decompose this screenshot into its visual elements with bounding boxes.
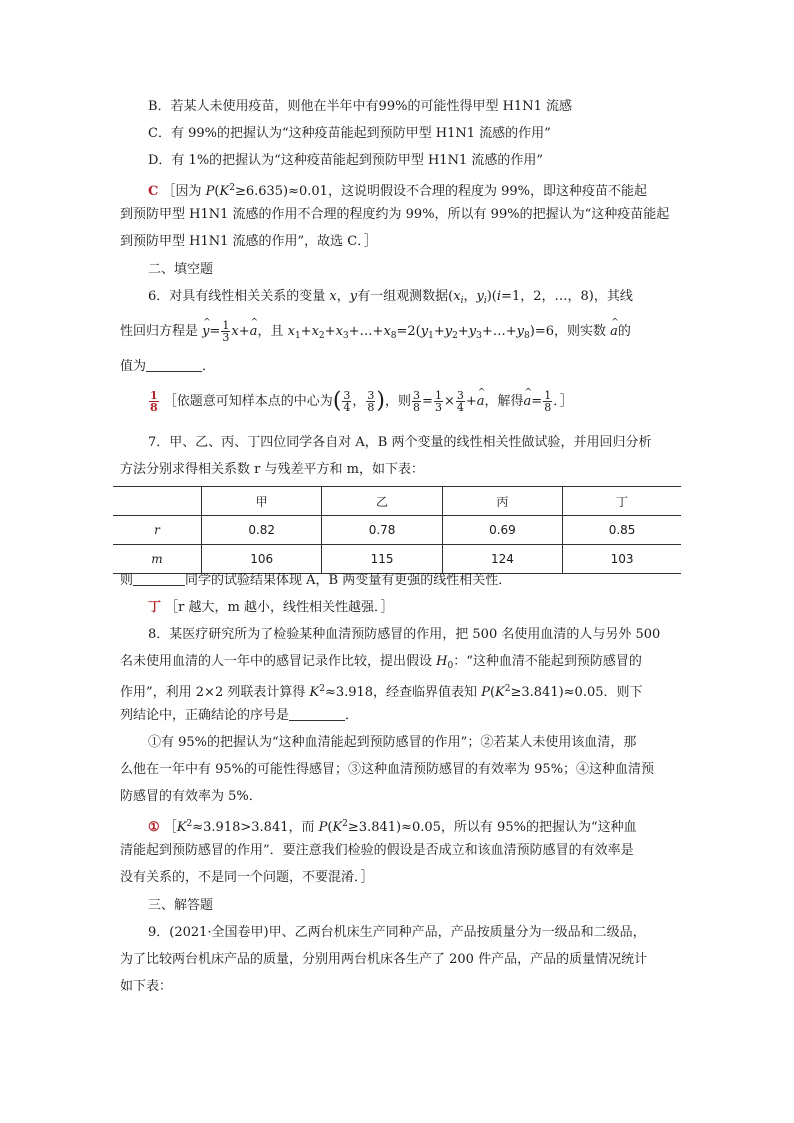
q6-line3 <box>120 357 215 377</box>
q8-text-b: ：“这种血清不能起到预防感冒的 <box>453 654 642 669</box>
q7-exp-text: ［r 越大，m 越小，线性相关性越强．］ <box>165 600 394 615</box>
q8-options-line3: 防感冒的有效率为 5%． <box>120 789 262 804</box>
q6-line2: 性回归方程是 ^ y= $\frac{1}{3}$ x+^ a，且 $x_1+x_2+x_3+\dots+x_8=2(y_1+y_2+y_3+\dots+y_8)=6$，则实数 ^ a的 <box>120 320 631 346</box>
q8-text-a: 名未使用血清的人一年中的感冒记录作比较，提出假设 <box>120 654 433 669</box>
q6-text-d: =1，2，…，8)，其线 <box>501 289 633 304</box>
q9-line1: 9．(2021·全国卷甲)甲、乙两台机床生产同种产品，产品按质量分为一级品和二级品， <box>148 925 646 940</box>
q8-line4 <box>120 706 358 726</box>
table-cell: 106 <box>202 545 322 574</box>
q6-text-k: ． <box>202 359 216 374</box>
q8-options-line1: ①有 95%的把握认为“这种血清能起到预防感冒的作用”；②若某人未使用该血清，那 <box>148 735 637 750</box>
table-cell: 115 <box>322 545 442 574</box>
q8-line1: 8．某医疗研究所为了检验某种血清预防感冒的作用，把 500 名使用血清的人与另外 500 <box>148 627 661 642</box>
q6-text-e: 性回归方程是 <box>120 324 199 339</box>
section-answer-heading: 三、解答题 <box>148 898 214 913</box>
q6-text-j: 值为 <box>120 359 147 374</box>
q8-explanation-line2: 清能起到预防感冒的作用”．要注意我们检验的假设是否成立和该血清预防感冒的有效率是 <box>120 843 634 858</box>
q5-option-b: B．若某人未使用疫苗，则他在半年中有99%的可能性得甲型 H1N1 流感 <box>148 99 572 114</box>
q6-text-c: )( <box>486 289 497 304</box>
table-cell: 0.69 <box>442 516 562 545</box>
table-header-cell: 甲 <box>202 487 322 516</box>
q6-text-f: ，且 <box>257 324 284 339</box>
q6-text-h: )=6，则实数 <box>529 324 606 339</box>
table-cell: 103 <box>563 545 681 574</box>
q6-line1: 6．对具有线性相关关系的变量 x，y有一组观测数据($x_i$，$y_i)(i=1$，2，…，8)，其线 <box>148 289 633 306</box>
table-header-cell: 丙 <box>442 487 562 516</box>
table-header-cell: 丁 <box>563 487 681 516</box>
q8-text-g: ． <box>345 708 359 723</box>
q7-line1: 7．甲、乙、丙、丁四位同学各自对 A，B 两个变量的线性相关性做试验，并用回归分析 <box>148 435 652 450</box>
q6-exp-text-d: ．］ <box>553 394 573 409</box>
q5-explanation-line3: 到预防甲型 H1N1 流感的作用”，故选 C．］ <box>120 234 377 249</box>
q6-explanation: $\frac{1}{8}$ ［依题意可知样本点的中心为( $\frac{3}{4}$ ， $\frac{3}{8}$ )，则 $\frac{3}{8}$ = $\frac{1}{3}$ × $\frac{3}{4}$ +^ a，解得^ a= $\frac{1}{8}$ ．］ <box>148 390 573 413</box>
q6-text-b: 有一组观测数据( <box>357 289 454 304</box>
q7-text-a: 则 <box>120 573 134 588</box>
q7-line2: 方法分别求得相关系数 r 与残差平方和 m，如下表： <box>120 462 424 477</box>
q8-explanation-line3: 没有关系的，不是同一个问题，不要混淆．］ <box>120 870 374 885</box>
q8-text-c: 作用”，利用 2×2 列联表计算得 <box>120 685 306 700</box>
q6-answer-blank[interactable] <box>146 357 202 372</box>
q6-text-g: =2( <box>396 324 421 339</box>
table-header-cell <box>113 487 202 516</box>
section-fill-in-heading: 二、填空题 <box>148 262 214 277</box>
table-row-label: r <box>113 516 202 545</box>
table-row-label: m <box>113 545 202 574</box>
q8-explanation-line1: ① $[K^2\approx 3.918>3.841$，而 $P(K^2\ge 3.841)\approx 0.05$，所以有 95%的把握认为“这种血 <box>148 819 637 835</box>
q7-text-b: 同学的试验结果体现 A，B 两变量有更强的线性相关性． <box>185 573 512 588</box>
q6-answer: $\frac{1}{8}$ <box>150 389 158 414</box>
q8-exp-text-a: ［ <box>163 820 177 835</box>
q6-exp-text-b: ，则 <box>385 394 412 409</box>
table-header-row <box>113 487 681 516</box>
q7-answer: 丁 <box>148 600 162 615</box>
q8-text-d: ≈3.918，经查临界值表知 <box>324 685 478 700</box>
q9-line2: 为了比较两台机床产品的质量，分别用两台机床各生产了 200 件产品，产品的质量情况统计 <box>120 952 648 967</box>
q5-option-c: C．有 99%的把握认为“这种疫苗能起到预防甲型 H1N1 流感的作用” <box>148 126 551 141</box>
q6-exp-text-c: ，解得 <box>484 394 524 409</box>
q5-exp-text: ［因为 <box>162 184 202 199</box>
q6-text-a: 6．对具有线性相关关系的变量 <box>148 289 326 304</box>
q5-explanation-line2: 到预防甲型 H1N1 流感的作用不合理的程度约为 99%，所以有 99%的把握认为“这种疫苗能起 <box>120 207 670 222</box>
q5-explanation-line1: C ［因为 $P(K^2\ge 6.635)\approx 0.01$，这说明假设不合理的程度为 99%，即这种疫苗不能起 <box>148 183 647 199</box>
q5-exp-text-2: ≥6.635)≈0.01，这说明假设不合理的程度为 99%，即这种疫苗不能起 <box>234 184 647 199</box>
q5-answer: C <box>148 184 159 199</box>
q8-line2: 名未使用血清的人一年中的感冒记录作比较，提出假设 $H_0$：“这种血清不能起到预防感冒的 <box>120 654 642 671</box>
q6-exp-text-a: ［依题意可知样本点的中心为 <box>163 394 333 409</box>
q7-answer-blank[interactable] <box>133 571 185 586</box>
table-cell: 124 <box>442 545 562 574</box>
q8-text-f: 列结论中，正确结论的序号是 <box>120 708 290 723</box>
q7-table <box>113 486 681 574</box>
table-header-cell: 乙 <box>322 487 442 516</box>
table-row <box>113 545 681 574</box>
q9-line3: 如下表： <box>120 979 173 994</box>
table-cell: 0.85 <box>563 516 681 545</box>
q6-text-i: 的 <box>617 324 631 339</box>
q8-exp-text-c: ≥3.841)≈0.05，所以有 95%的把握认为“这种血 <box>347 820 637 835</box>
table-cell: 0.82 <box>202 516 322 545</box>
q8-answer: ① <box>148 820 160 835</box>
q7-line3 <box>120 571 511 591</box>
q8-text-e: ≥3.841)≈0.05．则下 <box>510 685 643 700</box>
table-cell: 0.78 <box>322 516 442 545</box>
q8-options-line2: 么他在一年中有 95%的可能性得感冒；③这种血清预防感冒的有效率为 95%；④这种血清预 <box>120 762 655 777</box>
q8-line3: 作用”，利用 2×2 列联表计算得 $K^2\approx 3.918$，经查临界值表知 $P(K^2\ge 3.841)\approx 0.05$．则下 <box>120 684 643 700</box>
table-row <box>113 516 681 545</box>
q8-answer-blank[interactable] <box>289 706 345 721</box>
q5-option-d: D．有 1%的把握认为“这种疫苗能起到预防甲型 H1N1 流感的作用” <box>148 153 543 168</box>
q7-explanation <box>148 598 393 618</box>
q8-exp-text-b: ≈3.918>3.841，而 <box>192 820 315 835</box>
